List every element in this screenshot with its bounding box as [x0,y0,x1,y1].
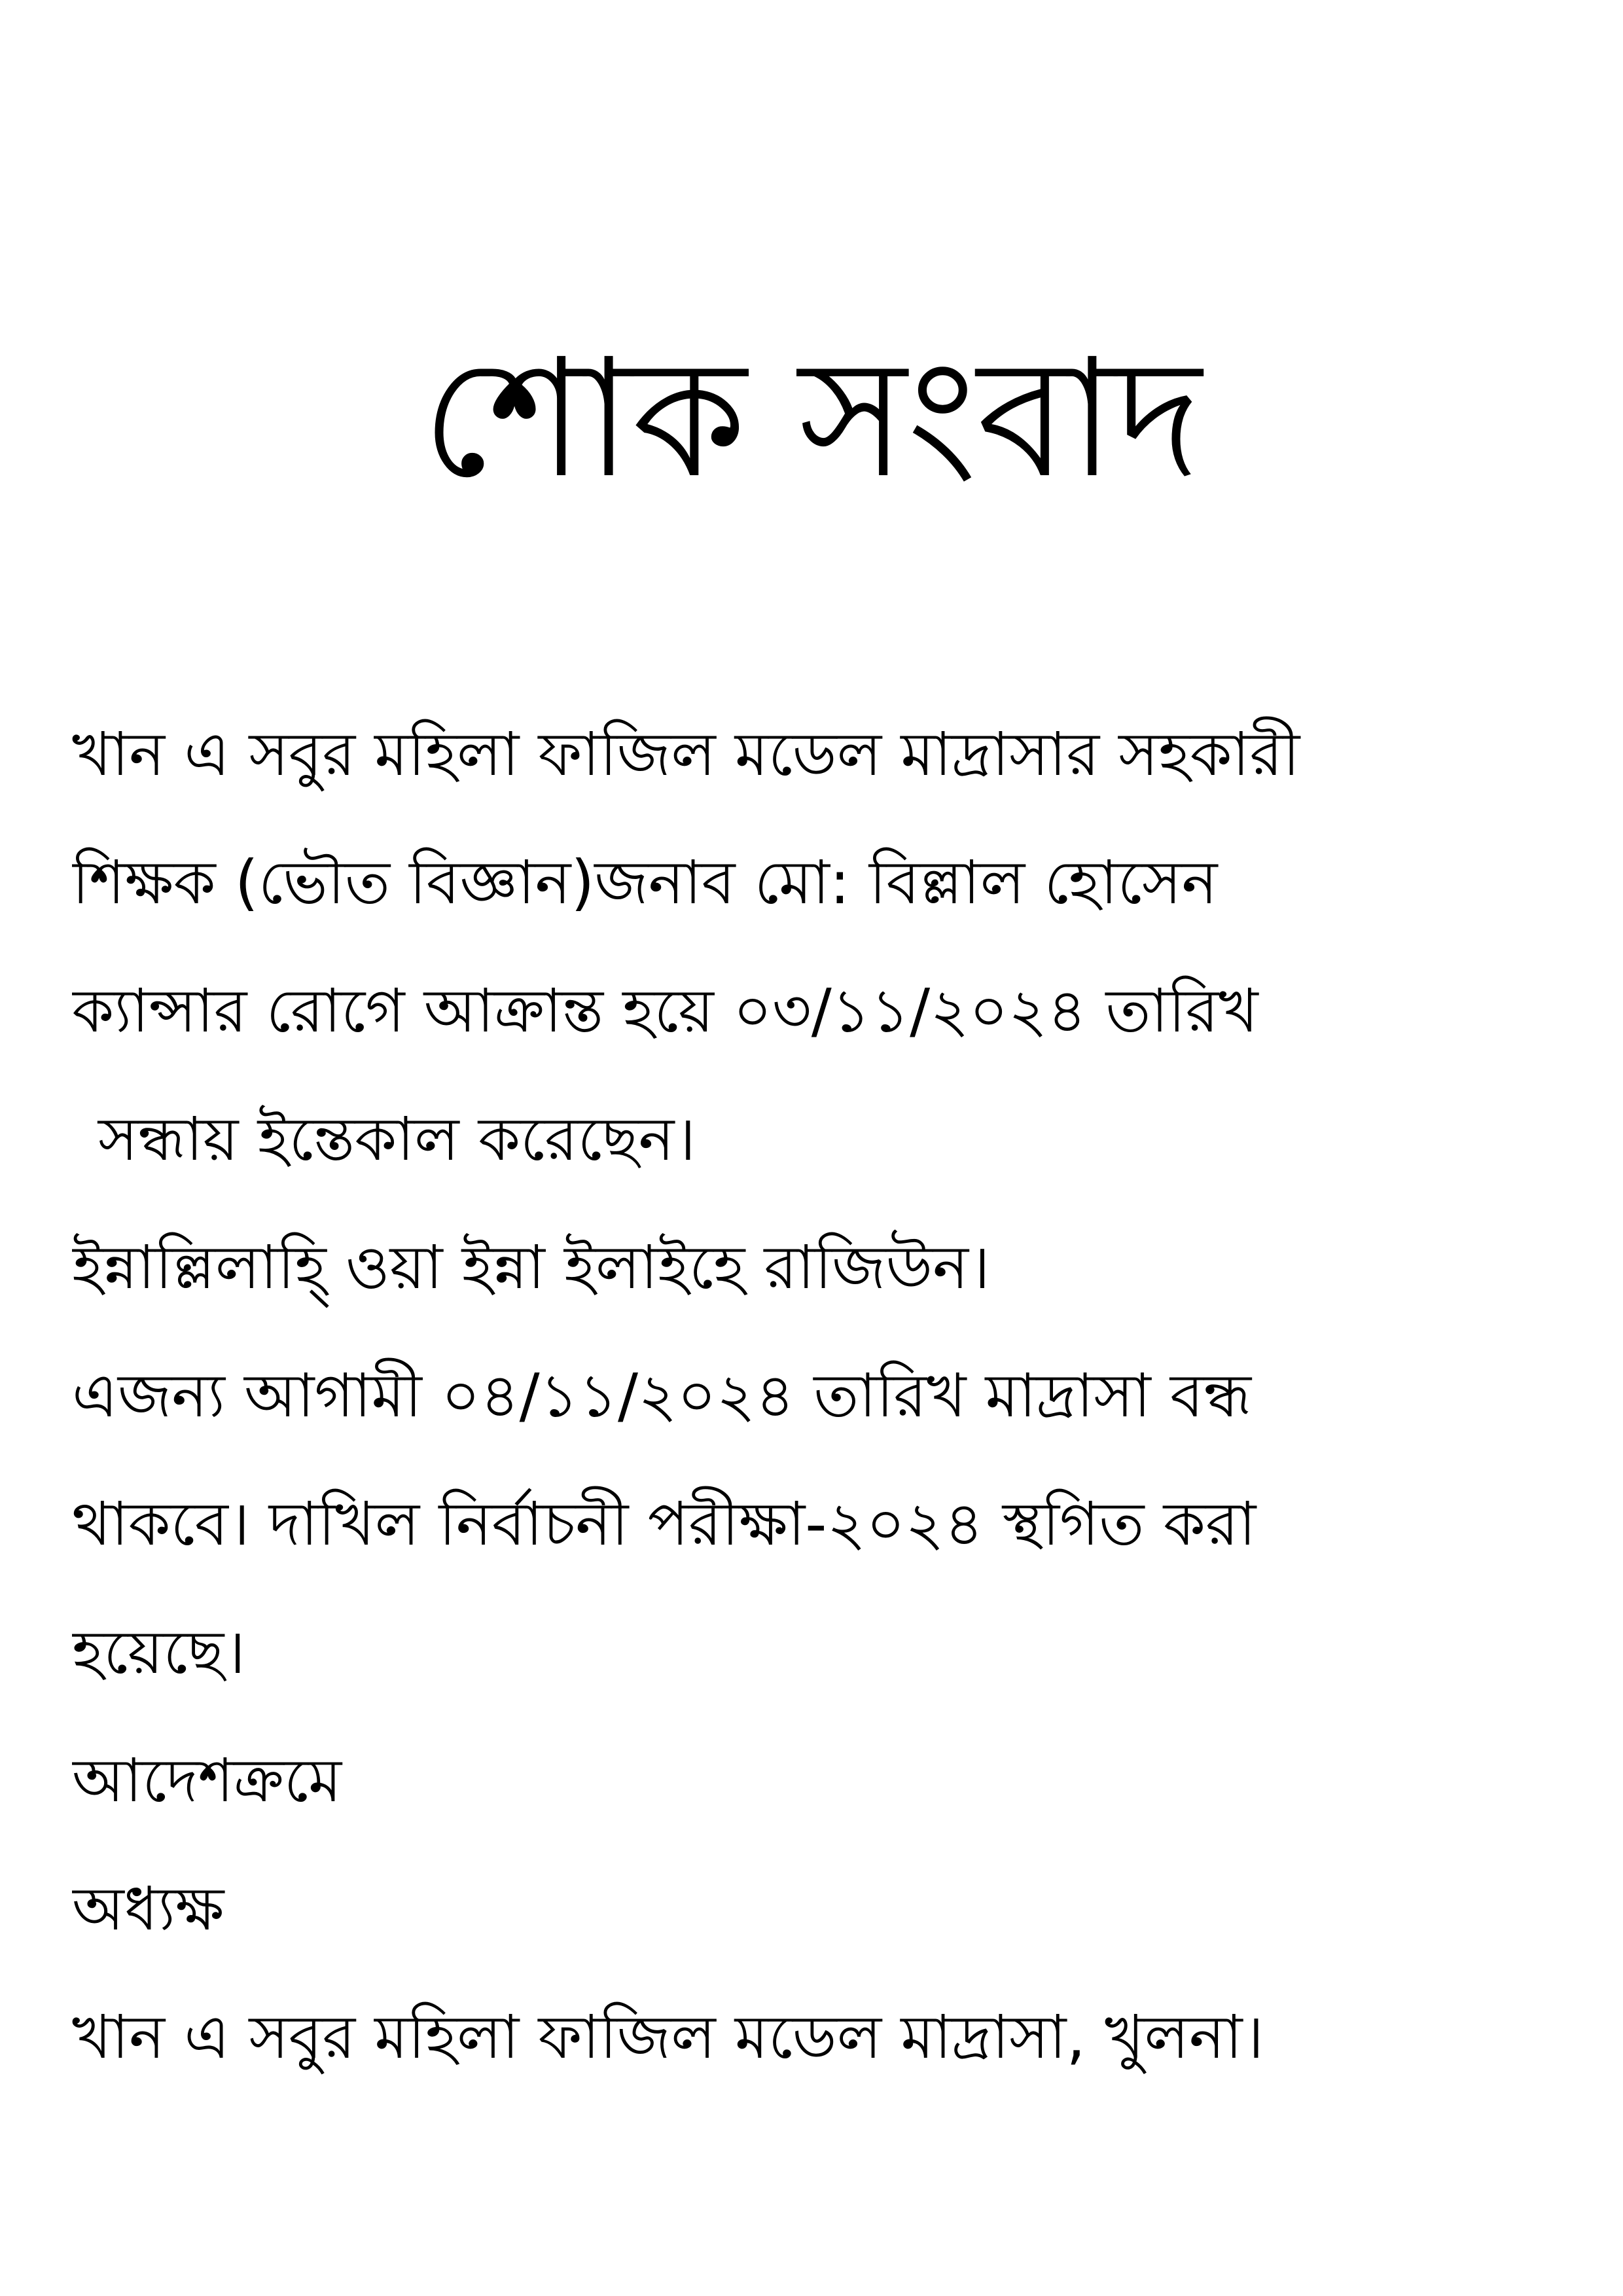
notice-line-7: থাকবে। দাখিল নির্বাচনী পরীক্ষা-২০২৪ স্থগিত করা [72,1489,1257,1559]
signoff-order: আদেশক্রমে [72,1746,342,1816]
notice-line-3: ক্যান্সার রোগে আক্রান্ত হয়ে ০৩/১১/২০২৪ তারিখ [72,976,1258,1046]
notice-line-4: সন্ধায় ইন্তেকাল করেছেন। [98,1104,696,1174]
notice-title: শোক সংবাদ [421,323,1202,514]
notice-line-2: শিক্ষক (ভৌত বিজ্ঞান)জনাব মো: বিল্লাল হোসেন [72,848,1218,918]
notice-line-8: হয়েছে। [72,1617,246,1687]
notice-line-1: খান এ সবুর মহিলা ফাজিল মডেল মাদ্রাসার সহকারী [72,719,1300,789]
notice-line-5: ইন্নাল্লিলাহি্ ওয়া ইন্না ইলাইহে রাজিউন। [72,1232,990,1302]
notice-body [72,691,1577,2102]
signoff-designation: অধ্যক্ষ [72,1874,224,1944]
signoff-institution: খান এ সবুর মহিলা ফাজিল মডেল মাদ্রাসা, খুলনা। [72,2002,1264,2072]
notice-line-6: এজন্য আগামী ০৪/১১/২০২৪ তারিখ মাদ্রাসা বন্ধ [72,1361,1252,1431]
